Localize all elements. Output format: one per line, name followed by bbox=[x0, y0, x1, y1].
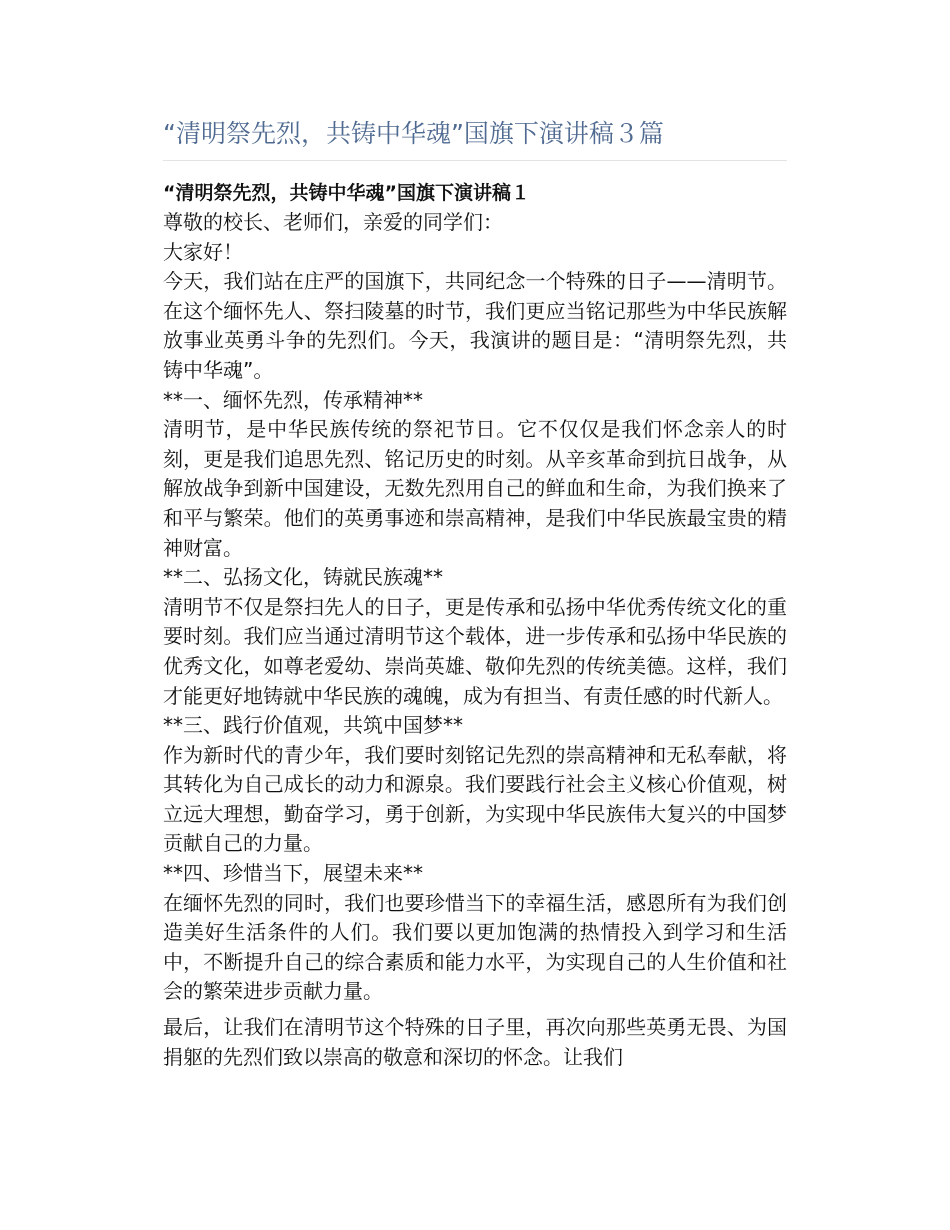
section-heading-1: **一、缅怀先烈，传承精神** bbox=[163, 387, 423, 412]
section-heading-2: **二、弘扬文化，铸就民族魂** bbox=[163, 565, 443, 590]
section-paragraph-1: 清明节，是中华民族传统的祭祀节日。它不仅仅是我们怀念亲人的时刻，更是我们追思先烈、铭记历史的时刻。从辛亥革命到抗日战争，从解放战争到新中国建设，无数先烈用自己的鲜血和生命，为我们换来了和平与繁荣。他们的英勇事迹和崇高精神，是我们中华民族最宝贵的精神财富。 bbox=[163, 417, 787, 560]
section-paragraph-3: 作为新时代的青少年，我们要时刻铭记先烈的崇高精神和无私奉献，将其转化为自己成长的动力和源泉。我们要践行社会主义核心价值观，树立远大理想，勤奋学习，勇于创新，为实现中华民族伟大复兴的中国梦贡献自己的力量。 bbox=[163, 742, 787, 856]
greeting-line: 大家好！ bbox=[163, 239, 243, 264]
speech-subtitle: “清明祭先烈，共铸中华魂”国旗下演讲稿１ bbox=[163, 182, 530, 204]
document-title: “清明祭先烈，共铸中华魂”国旗下演讲稿３篇 bbox=[163, 112, 787, 161]
document-body bbox=[163, 179, 787, 1072]
section-heading-4: **四、珍惜当下，展望未来** bbox=[163, 861, 423, 886]
closing-paragraph: 最后，让我们在清明节这个特殊的日子里，再次向那些英勇无畏、为国捐躯的先烈们致以崇高的敬意和深切的怀念。让我们 bbox=[163, 1015, 787, 1069]
document-page bbox=[163, 112, 787, 1072]
salutation-line: 尊敬的校长、老师们，亲爱的同学们： bbox=[163, 210, 503, 234]
section-paragraph-4: 在缅怀先烈的同时，我们也要珍惜当下的幸福生活，感恩所有为我们创造美好生活条件的人们。我们要以更加饱满的热情投入到学习和生活中，不断提升自己的综合素质和能力水平，为实现自己的人生价值和社会的繁荣进步贡献力量。 bbox=[163, 890, 787, 1004]
intro-paragraph: 今天，我们站在庄严的国旗下，共同纪念一个特殊的日子——清明节。在这个缅怀先人、祭扫陵墓的时节，我们更应当铭记那些为中华民族解放事业英勇斗争的先烈们。今天，我演讲的题目是：“清明祭先烈，共铸中华魂”。 bbox=[163, 269, 787, 382]
section-heading-3: **三、践行价值观，共筑中国梦** bbox=[163, 713, 463, 738]
section-paragraph-2: 清明节不仅是祭扫先人的日子，更是传承和弘扬中华优秀传统文化的重要时刻。我们应当通过清明节这个载体，进一步传承和弘扬中华民族的优秀文化，如尊老爱幼、崇尚英雄、敬仰先烈的传统美德。这样，我们才能更好地铸就中华民族的魂魄，成为有担当、有责任感的时代新人。 bbox=[163, 594, 787, 708]
